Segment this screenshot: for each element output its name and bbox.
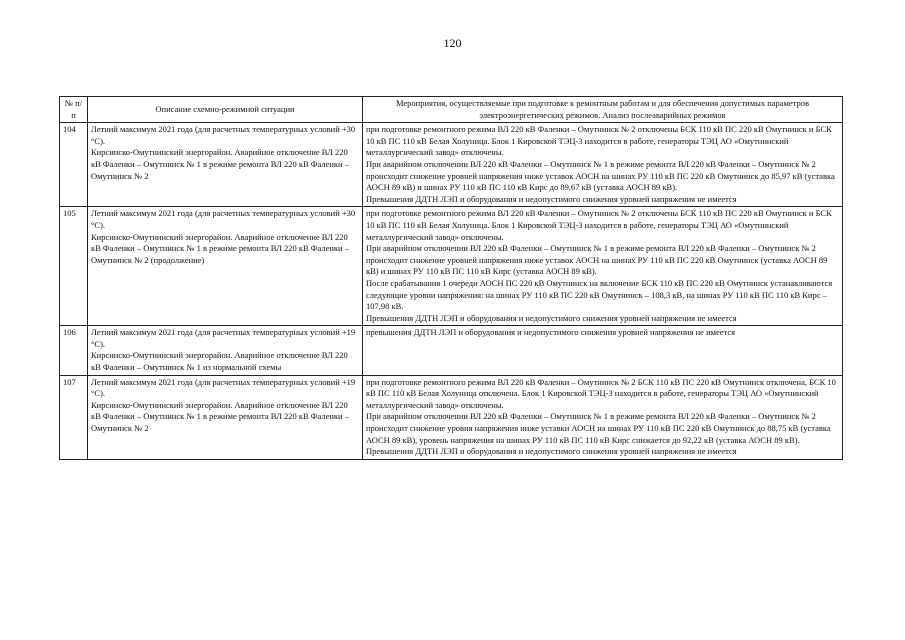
row-measures [363, 375, 843, 459]
header-measures: Мероприятия, осуществляемые при подготовке к ремонтным работам и для обеспечения допустимых параметров электроэнергетических режимов. Анализ послеаварийных режимов [363, 97, 843, 123]
table-row [60, 207, 843, 326]
row-number: 106 [60, 326, 88, 375]
description-line: Кирсинско-Омутнинский энергорайон. Аварийное отключение ВЛ 220 кВ Фаленки – Омутнинск № 1 из нормальной схемы [91, 350, 348, 373]
measures-paragraph: превышения ДДТН ЛЭП и оборудования и недопустимого снижения уровней напряжения не имеется [366, 327, 736, 338]
situations-table [59, 96, 843, 460]
row-measures [363, 207, 843, 326]
measures-paragraph: Превышения ДДТН ЛЭП и оборудования и недопустимого снижения уровней напряжения не имеется [366, 193, 737, 204]
measures-paragraph: При аварийном отключении ВЛ 220 кВ Фаленки – Омутнинск № 1 в режиме ремонта ВЛ 220 кВ Фаленки – Омутнинск № 2 происходит снижение уровней напряжения ниже уставок АОСН на шинах РУ 110 кВ ПС 220 кВ Омутнинск (уставка АОСН 89 кВ) и шинах РУ 110 кВ ПС 110 кВ Кирс (уставка АОСН 89 кВ). [366, 243, 828, 277]
row-number: 105 [60, 207, 88, 326]
row-number: 104 [60, 123, 88, 207]
table-row [60, 326, 843, 375]
header-description: Описание схемно-режимной ситуации [88, 97, 363, 123]
description-line: Летний максимум 2021 года (для расчетных температурных условий +30 °С). [91, 208, 356, 230]
table-row [60, 375, 843, 459]
description-line: Кирсинско-Омутнинский энергорайон. Аварийное отключение ВЛ 220 кВ Фаленки – Омутнинск № 1 в режиме ремонта ВЛ 220 кВ Фаленки – Омутнинск № 2 [91, 147, 349, 181]
row-description [88, 375, 363, 459]
row-measures [363, 123, 843, 207]
header-num: № п/п [60, 97, 88, 123]
description-line: Летний максимум 2021 года (для расчетных температурных условий +19 °С). [91, 327, 356, 349]
table-header-row [60, 97, 843, 123]
row-description [88, 207, 363, 326]
measures-paragraph: Превышения ДДТН ЛЭП и оборудования и недопустимого снижения уровней напряжения не имеется [366, 446, 737, 457]
description-line: Кирсинско-Омутнинский энергорайон. Аварийное отключение ВЛ 220 кВ Фаленки – Омутнинск № 1 в режиме ремонта ВЛ 220 кВ Фаленки – Омутнинск № 2 [91, 399, 349, 434]
table-row [60, 123, 843, 207]
description-line: Летний максимум 2021 года (для расчетных температурных условий +30 °С). [91, 124, 356, 146]
measures-paragraph: при подготовке ремонтного режима ВЛ 220 кВ Фаленки – Омутнинск № 2 отключены БСК 110 кВ ПС 220 кВ Омутнинск и БСК 10 кВ ПС 110 кВ Белая Холуница. Блок 1 Кировской ТЭЦ-3 находится в работе, генераторы ТЭЦ АО «Омутнинский металлургический завод» отключены. [366, 208, 832, 242]
description-line: Кирсинско-Омутнинский энергорайон. Аварийное отключение ВЛ 220 кВ Фаленки – Омутнинск № 1 в режиме ремонта ВЛ 220 кВ Фаленки – Омутнинск № 2 (продолжение) [91, 231, 349, 265]
row-number: 107 [60, 375, 88, 459]
measures-paragraph: При аварийном отключении ВЛ 220 кВ Фаленки – Омутнинск № 1 в режиме ремонта ВЛ 220 кВ Фаленки – Омутнинск № 2 происходит снижение уровней напряжения ниже уставок АОСН на шинах РУ 110 кВ ПС 220 кВ Омутнинск до 85,97 кВ (уставка АОСН 89 кВ) и шинах РУ 110 кВ ПС 110 кВ Кирс до 89,67 кВ (уставка АОСН 89 кВ). [366, 158, 835, 193]
page-number: 120 [443, 36, 462, 50]
measures-paragraph: При аварийном отключении ВЛ 220 кВ Фаленки – Омутнинск № 1 в режиме ремонта ВЛ 220 кВ Фаленки – Омутнинск № 2 происходит снижение уровня напряжения ниже уставки АОСН на шинах РУ 110 кВ ПС 220 кВ Омутнинск до 88,75 кВ (уставка АОСН 89 кВ), уровень напряжения на шинах РУ 110 кВ ПС 110 кВ Кирс снижается до 92,22 кВ (уставка АОСН 89 кВ). [366, 411, 831, 445]
row-description [88, 326, 363, 375]
measures-paragraph: при подготовке ремонтного режима ВЛ 220 кВ Фаленки – Омутнинск № 2 отключены БСК 110 кВ ПС 220 кВ Омутнинск и БСК 10 кВ ПС 110 кВ Белая Холуница. Блок 1 Кировской ТЭЦ-3 находится в работе, генераторы ТЭЦ АО «Омутнинский металлургический завод» отключены. [366, 124, 832, 158]
measures-paragraph: при подготовке ремонтного режима ВЛ 220 кВ Фаленки – Омутнинск № 2 БСК 110 кВ ПС 220 кВ Омутнинск отключена, БСК 10 кВ ПС 110 кВ Белая Холуница отключена. Блок 1 Кировской ТЭЦ-3 находится в работе, генераторы ТЭЦ АО «Омутнинский металлургический завод» отключены. [366, 376, 836, 410]
description-line: Летний максимум 2021 года (для расчетных температурных условий +19 °С). [91, 376, 356, 399]
row-description [88, 123, 363, 207]
measures-paragraph: После срабатывания 1 очереди АОСН ПС 220 кВ Омутнинск на включение БСК 110 кВ ПС 220 кВ Омутнинск устанавливаются следующие уровни напряжения: на шинах РУ 110 кВ ПС 220 кВ Омутнинск – 108,3 кВ, на шинах РУ 110 кВ ПС 110 кВ Кирс – 107,98 кВ. [366, 277, 833, 312]
row-measures [363, 326, 843, 375]
measures-paragraph: Превышения ДДТН ЛЭП и оборудования и недопустимого снижения уровней напряжения не имеется [366, 312, 737, 323]
